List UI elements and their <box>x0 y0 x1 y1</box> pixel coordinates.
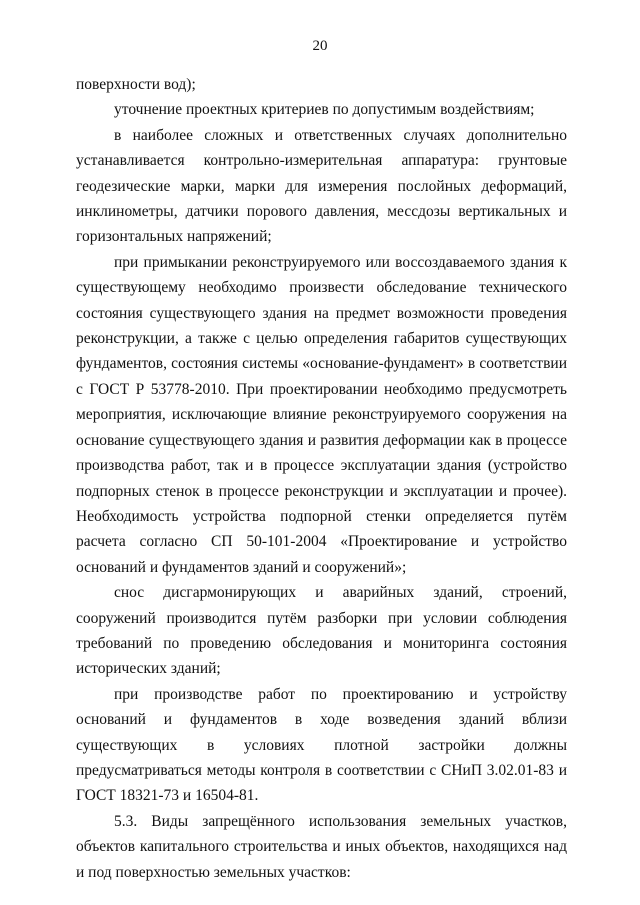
paragraph: при производстве работ по проектированию и устройству оснований и фундаментов в ходе возведения зданий вблизи существующих в условиях плотной застройки должны предусматриваться методы контроля в соответствии с СНиП 3.02.01-83 и ГОСТ 18321-73 и 16504-81. <box>76 685 567 805</box>
document-body <box>76 72 567 885</box>
paragraph: уточнение проектных критериев по допустимым воздействиям; <box>114 101 535 119</box>
section-paragraph: 5.3. Виды запрещённого использования земельных участков, объектов капитального строительства и иных объектов, находящихся над и под поверхностью земельных участков: <box>76 812 567 881</box>
paragraph: в наиболее сложных и ответственных случаях дополнительно устанавливается контрольно-измерительная аппаратура: грунтовые геодезические марки, марки для измерения послойных деформаций, инклинометры, датчики порового давления, мессдозы вертикальных и горизонтальных напряжений; <box>76 126 567 246</box>
paragraph: снос дисгармонирующих и аварийных зданий, строений, сооружений производится путём разборки при условии соблюдения требований по проведению обследования и мониторинга состояния исторических зданий; <box>76 584 567 678</box>
paragraph-continuation: поверхности вод); <box>76 76 196 93</box>
page-number: 20 <box>312 38 328 54</box>
paragraph: при примыкании реконструируемого или воссоздаваемого здания к существующему необходимо произвести обследование технического состояния существующего здания на предмет возможности проведения реконструкции, а также с целью определения габаритов существующих фундаментов, состояния системы «основание-фундамент» в соответствии с ГОСТ Р 53778-2010. При проектировании необходимо предусмотреть мероприятия, исключающие влияние реконструируемого сооружения на основание существующего здания и развития деформации как в процессе производства работ, так и в процессе эксплуатации здания (устройство подпорных стенок в процессе реконструкции и эксплуатации и прочее). Необходимость устройства подпорной стенки определяется путём расчета согласно СП 50-101-2004 «Проектирование и устройство оснований и фундаментов зданий и сооружений»; <box>76 253 567 576</box>
